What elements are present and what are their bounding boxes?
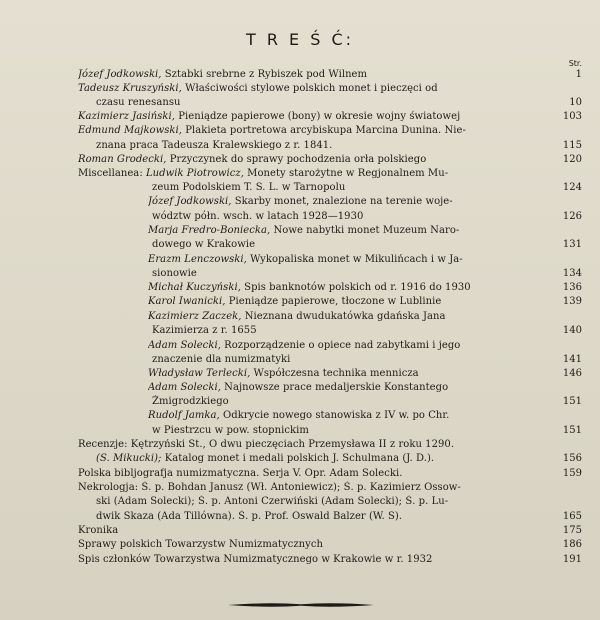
toc-author: Roman Grodecki, <box>78 154 167 165</box>
ornament-divider <box>228 600 374 610</box>
toc-entry <box>78 110 504 124</box>
toc-title: Sztabki srebrne z Rybiszek pod Wilnem <box>161 69 368 80</box>
toc-entry <box>78 153 504 167</box>
toc-entry <box>148 295 504 309</box>
toc-entry <box>78 82 504 96</box>
toc-entry <box>148 253 504 267</box>
page-number: 156 <box>562 453 582 464</box>
toc-title: Spis członków Towarzystwa Numizmatycznego w Krakowie w r. 1932 <box>78 554 433 565</box>
toc-author: Karol Iwanicki, <box>148 296 226 307</box>
toc-author: Władysław Terlecki, <box>148 368 251 379</box>
toc-entry <box>152 395 504 409</box>
page-number: 126 <box>562 211 582 222</box>
toc-title: Współczesna technika mennicza <box>250 368 419 379</box>
toc-author: Michał Kuczyński, <box>148 282 241 293</box>
toc-title: Monety starożytne w Regjonalnem Mu- <box>243 168 449 179</box>
toc-author: Józef Jodkowski, <box>78 69 162 80</box>
page-number: 191 <box>562 554 582 565</box>
toc-entry <box>78 68 504 82</box>
toc-entry <box>152 267 504 281</box>
toc-entry <box>78 124 504 138</box>
toc-entry <box>78 481 504 495</box>
toc-title: Skarby monet, znalezione na terenie woje- <box>231 196 453 207</box>
page-number: 124 <box>562 182 582 193</box>
toc-author: Erazm Lenczowski, <box>148 254 247 265</box>
toc-author: Józef Jodkowski, <box>148 196 232 207</box>
toc-title: Właściwości stylowe polskich monet i pieczęci od <box>181 83 438 94</box>
toc-title: wództw półn. wsch. w latach 1928—1930 <box>152 211 364 222</box>
page-number: 140 <box>562 325 582 336</box>
toc-title: Polska bibljografja numizmatyczna. Serja V. Opr. Adam Solecki. <box>78 468 403 479</box>
page-title: T R E Ś Ć: <box>245 30 355 49</box>
toc-title: zeum Podolskiem T. S. L. w Tarnopolu <box>152 182 346 193</box>
toc-title: Kronika <box>78 525 119 536</box>
toc-title: Pieniądze papierowe (bony) w okresie wojny światowej <box>175 111 461 122</box>
toc-title: Katalog monet i medali polskich J. Schulmana (J. D.). <box>161 453 435 464</box>
toc-entry <box>96 139 504 153</box>
page-number: 139 <box>562 296 582 307</box>
toc-title: ski (Adam Solecki); Ś. p. Antoni Czerwiński (Adam Solecki); Ś. p. Lu- <box>96 496 449 507</box>
toc-author: Adam Solecki, <box>148 382 221 393</box>
toc-title: Spis banknotów polskich od r. 1916 do 1930 <box>240 282 471 293</box>
toc-title: w Piestrzcu w pow. stopnickim <box>152 425 309 436</box>
toc-entry <box>78 524 504 538</box>
toc-author: Ludwik Piotrowicz, <box>145 168 244 179</box>
toc-title: dowego w Krakowie <box>152 239 256 250</box>
toc-entry <box>152 181 504 195</box>
toc-entry <box>148 367 504 381</box>
toc-entry <box>78 167 504 181</box>
toc-title: Wykopaliska monet w Mikulińcach i w Ja- <box>246 254 463 265</box>
toc-title: znaczenie dla numizmatyki <box>152 354 291 365</box>
toc-entry <box>152 210 504 224</box>
toc-title: Plakieta portretowa arcybiskupa Marcina Dunina. Nie- <box>182 125 466 136</box>
toc-author: (S. Mikucki); <box>96 453 162 464</box>
toc-author: Marja Fredro-Boniecka, <box>148 225 271 236</box>
toc-title: dwik Skaza (Ada Tillówna). Ś. p. Prof. Oswald Balzer (W. S). <box>96 511 403 522</box>
page-number: 175 <box>562 525 582 536</box>
page-number: 136 <box>562 282 582 293</box>
toc-entry <box>152 424 504 438</box>
section-label: Miscellanea: <box>78 168 146 179</box>
toc-entry <box>152 324 504 338</box>
toc-entry <box>78 553 504 567</box>
toc-title: Przyczynek do sprawy pochodzenia orła polskiego <box>166 154 427 165</box>
toc-entry <box>96 452 504 466</box>
page-number: 151 <box>562 425 582 436</box>
toc-title: Pieniądze papierowe, tłoczone w Lublinie <box>225 296 442 307</box>
toc-entry <box>148 339 504 353</box>
toc-entry <box>148 224 504 238</box>
toc-title: znana praca Tadeusza Kralewskiego z r. 1841. <box>96 140 333 151</box>
page-number: 131 <box>562 239 582 250</box>
toc-entry <box>148 310 504 324</box>
page-column-label: Str. <box>568 59 582 68</box>
toc-entry <box>148 281 504 295</box>
toc-title: Nieznana dwudukatówka gdańska Jana <box>241 311 446 322</box>
toc-title: Recenzje: Kętrzyński St., O dwu pieczęciach Przemysława II z roku 1290. <box>78 439 455 450</box>
toc-title: Najnowsze prace medaljerskie Konstantego <box>220 382 449 393</box>
toc-entry <box>78 438 504 452</box>
toc-entry <box>152 353 504 367</box>
page-number: 186 <box>562 539 582 550</box>
toc-entry <box>152 238 504 252</box>
page-number: 151 <box>562 396 582 407</box>
page-number: 10 <box>569 97 582 108</box>
toc-title: Odkrycie nowego stanowiska z IV w. po Chr. <box>219 410 450 421</box>
toc-author: Kazimierz Jasiński, <box>78 111 175 122</box>
toc-entry <box>148 195 504 209</box>
page-number: 146 <box>562 368 582 379</box>
page-number: 103 <box>562 111 582 122</box>
page-number: 1 <box>575 69 582 80</box>
toc-entry <box>96 510 504 524</box>
toc-author: Edmund Majkowski, <box>78 125 183 136</box>
toc-entry <box>148 381 504 395</box>
toc-title: Sprawy polskich Towarzystw Numizmatycznych <box>78 539 323 550</box>
toc-entry <box>96 96 504 110</box>
toc-entry <box>96 495 504 509</box>
toc-author: Adam Solecki, <box>148 340 221 351</box>
toc-entry <box>148 409 504 423</box>
page-number: 141 <box>562 354 582 365</box>
page-number: 165 <box>562 511 582 522</box>
toc-title: Żmigrodzkiego <box>152 396 229 407</box>
toc-title: sionowie <box>152 268 197 279</box>
toc-title: Rozporządzenie o opiece nad zabytkami i jego <box>220 340 461 351</box>
toc-author: Tadeusz Kruszyński, <box>78 83 182 94</box>
page-number: 115 <box>562 140 582 151</box>
toc-entry <box>78 467 504 481</box>
toc-title: Kazimierza z r. 1655 <box>152 325 257 336</box>
toc-author: Rudolf Jamka, <box>148 410 220 421</box>
toc-title: Nekrologja: Ś. p. Bohdan Janusz (Wł. Antoniewicz); Ś. p. Kazimierz Ossow- <box>78 482 461 493</box>
page-number: 120 <box>562 154 582 165</box>
toc-entry <box>78 538 504 552</box>
toc-title: czasu renesansu <box>96 97 181 108</box>
toc-author: Kazimierz Zaczek, <box>148 311 242 322</box>
page-number: 134 <box>562 268 582 279</box>
toc-title: Nowe nabytki monet Muzeum Naro- <box>270 225 460 236</box>
page-number: 159 <box>562 468 582 479</box>
